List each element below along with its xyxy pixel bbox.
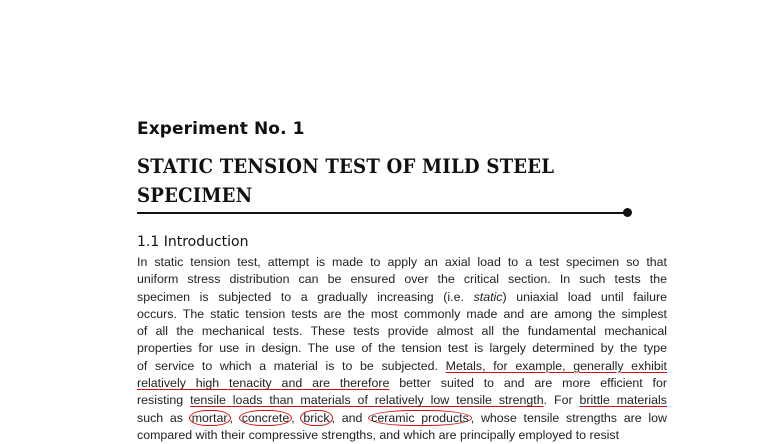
title-rule-end-dot [623,208,632,217]
text-run: , [229,410,240,425]
circled-annotation: mortar [189,410,231,426]
section-heading: 1.1 Introduction [137,234,249,250]
paragraph-line [137,410,667,427]
underlined-annotation: brittle materials [579,393,667,408]
circled-annotation: brick [300,410,332,426]
title-line-2: SPECIMEN [137,184,253,207]
text-run: . For [543,393,580,408]
paragraph-line: In static tension test, attempt is made to apply an axial load to a test specimen so that [137,255,667,269]
text-run: , whose tensile strengths are low [470,410,667,425]
title-rule [137,212,627,214]
text-run: resisting [137,393,191,408]
underlined-annotation: Metals, for example, generally exhibit [445,358,668,373]
intro-paragraph [137,254,667,444]
experiment-title [137,152,621,210]
underlined-annotation: tensile loads than materials of relatively low tensile strength [190,393,544,408]
paragraph-line [137,289,667,306]
underlined-annotation: relatively high tenacity and are therefore [137,376,390,391]
text-run: ) uniaxial load until failure [502,289,668,304]
paragraph-line: properties for use in design. The use of the tension test is largely determined by the type [137,341,667,356]
paragraph-line: of all the mechanical tests. These tests provide almost all the fundamental mechanical [137,324,667,339]
paragraph-line: uniform stress distribution can be ensured over the critical section. In such tests the [137,272,667,287]
circled-annotation: concrete [239,410,293,426]
text-run: specimen is subjected to a gradually increasing (i.e. [137,289,474,304]
paragraph-line [137,358,667,375]
paragraph-line: occurs. The static tension tests are the most commonly made and are among the simplest [137,306,667,321]
text-run: , [291,410,302,425]
experiment-label: Experiment No. 1 [137,119,305,139]
paragraph-line [137,392,667,409]
italic-static: static [473,289,503,304]
text-run: , and [331,410,370,425]
text-run: of service to which a material is to be subjected. [137,358,446,373]
text-run: such as [137,410,190,425]
title-line-1: STATIC TENSION TEST OF MILD STEEL [137,155,555,178]
paragraph-line [137,375,667,392]
paragraph-line: compared with their compressive strengths, and which are principally employed to resist [137,427,620,442]
circled-annotation: ceramic products [368,410,472,426]
text-run: better suited to and are more efficient for [389,376,668,391]
